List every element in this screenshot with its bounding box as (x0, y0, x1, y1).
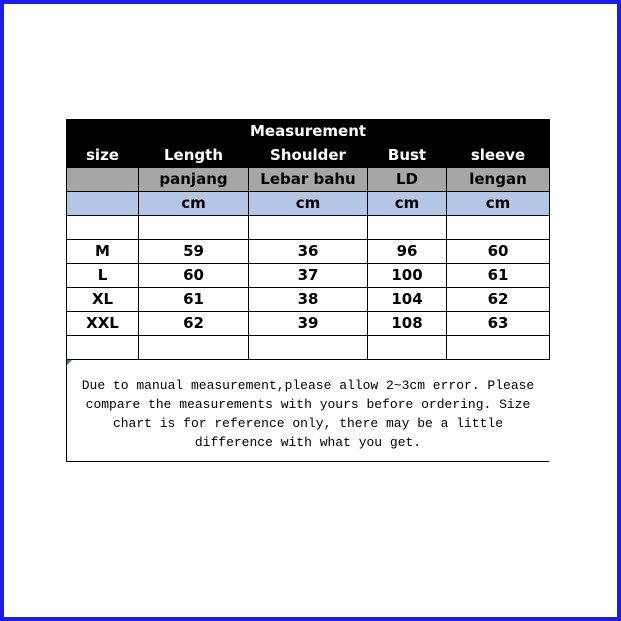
note-line: chart is for reference only, there may be a little (112, 416, 504, 431)
size-chart-table (66, 119, 550, 360)
empty-cell (249, 336, 368, 360)
sleeve-cell: 62 (447, 288, 550, 312)
length-cell: 59 (139, 240, 249, 264)
bust-cell: 96 (368, 240, 447, 264)
unit-length: cm (139, 192, 249, 216)
note-line: Due to manual measurement,please allow 2~3cm error. Please (81, 378, 535, 393)
sleeve-cell: 60 (447, 240, 550, 264)
title-row (67, 120, 550, 144)
unit-sleeve: cm (447, 192, 550, 216)
table-title: Measurement (67, 120, 550, 144)
size-cell: XXL (67, 312, 139, 336)
header-size: size (67, 144, 139, 168)
shoulder-cell: 39 (249, 312, 368, 336)
size-cell: L (67, 264, 139, 288)
length-cell: 62 (139, 312, 249, 336)
size-cell: XL (67, 288, 139, 312)
bust-cell: 108 (368, 312, 447, 336)
shoulder-cell: 37 (249, 264, 368, 288)
unit-size (67, 192, 139, 216)
empty-cell (447, 336, 550, 360)
note-line: compare the measurements with yours before ordering. Size (85, 397, 531, 412)
shoulder-cell: 36 (249, 240, 368, 264)
unit-shoulder: cm (249, 192, 368, 216)
empty-cell (249, 216, 368, 240)
local-label-sleeve: lengan (447, 168, 550, 192)
size-chart (66, 119, 549, 462)
empty-cell (67, 216, 139, 240)
empty-cell (368, 336, 447, 360)
shoulder-cell: 38 (249, 288, 368, 312)
cell-marker-icon (67, 360, 72, 365)
unit-bust: cm (368, 192, 447, 216)
table-row (67, 264, 550, 288)
size-cell: M (67, 240, 139, 264)
length-cell: 60 (139, 264, 249, 288)
header-bust: Bust (368, 144, 447, 168)
local-label-bust: LD (368, 168, 447, 192)
sleeve-cell: 63 (447, 312, 550, 336)
empty-cell (368, 216, 447, 240)
table-row (67, 288, 550, 312)
header-sleeve: sleeve (447, 144, 550, 168)
length-cell: 61 (139, 288, 249, 312)
empty-cell (67, 336, 139, 360)
unit-row (67, 192, 550, 216)
header-row (67, 144, 550, 168)
header-shoulder: Shoulder (249, 144, 368, 168)
local-label-length: panjang (139, 168, 249, 192)
note-line: difference with what you get. (194, 435, 422, 450)
local-label-size (67, 168, 139, 192)
bust-cell: 100 (368, 264, 447, 288)
empty-cell (139, 336, 249, 360)
local-label-shoulder: Lebar bahu (249, 168, 368, 192)
table-row (67, 312, 550, 336)
empty-cell (139, 216, 249, 240)
sleeve-cell: 61 (447, 264, 550, 288)
table-row (67, 240, 550, 264)
bust-cell: 104 (368, 288, 447, 312)
measurement-note (66, 360, 549, 462)
header-length: Length (139, 144, 249, 168)
blank-row (67, 336, 550, 360)
local-label-row (67, 168, 550, 192)
empty-cell (447, 216, 550, 240)
blank-row (67, 216, 550, 240)
